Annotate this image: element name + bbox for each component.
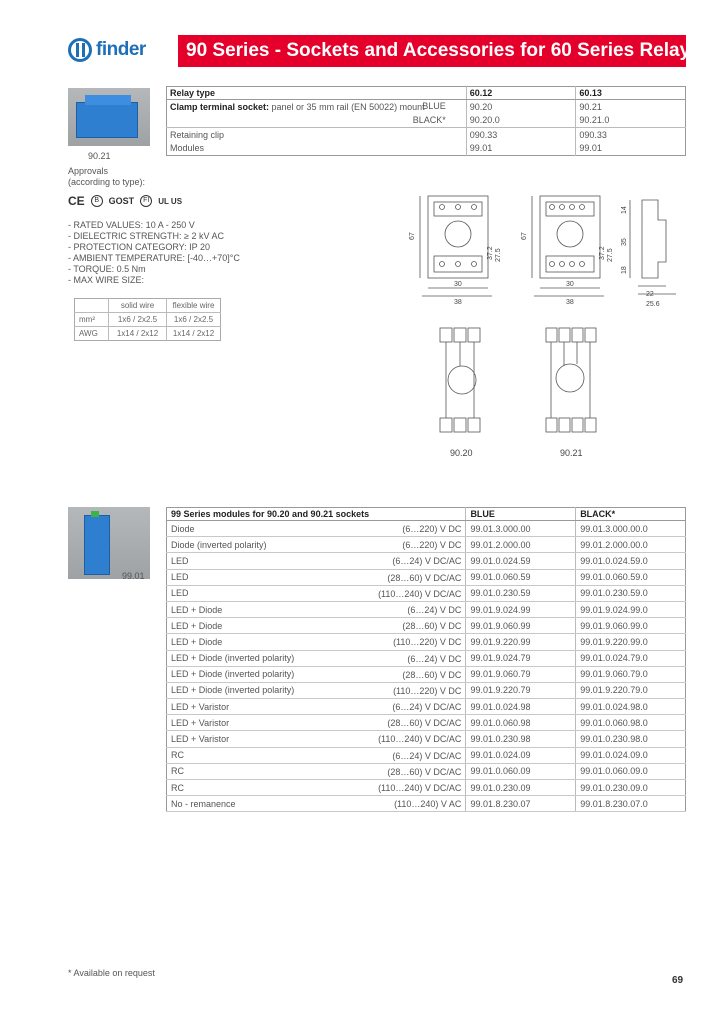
module-code-black: 99.01.0.024.59.0 [576, 553, 686, 569]
module-voltage-range: (6…24) V DC [407, 653, 462, 664]
module-code-black: 99.01.0.024.09.0 [576, 747, 686, 763]
module-voltage-range: (28…60) V DC/AC [387, 718, 462, 729]
relay-row-c2: 90.20.0 [466, 114, 576, 128]
module-type-cell [167, 585, 466, 601]
dim-275-right: 27.5 [607, 248, 614, 262]
table-row [167, 569, 686, 585]
row-label-bold: Clamp terminal socket: [170, 101, 270, 112]
socket-body-image [76, 102, 138, 138]
ul-mark-icon: UL US [158, 196, 183, 206]
module-code-black: 99.01.0.024.79.0 [576, 650, 686, 666]
table-row [75, 313, 221, 327]
module-type-cell [167, 699, 466, 715]
module-type-cell [167, 666, 466, 682]
page-number: 69 [672, 975, 684, 986]
module-name: LED + Diode (inverted polarity) [171, 653, 295, 664]
module-code-blue: 99.01.0.060.59 [466, 569, 576, 585]
approvals-line1: Approvals [68, 166, 109, 176]
spec-list [68, 220, 240, 286]
dim-275-left: 27.5 [495, 248, 502, 262]
module-name: LED + Varistor [171, 717, 230, 728]
module-type-cell [167, 715, 466, 731]
dim-14: 14 [621, 206, 628, 214]
dim-18: 18 [621, 266, 628, 274]
module-code-black: 99.01.9.220.79.0 [576, 682, 686, 698]
relay-row-c2: 99.01 [466, 142, 576, 156]
module-code-blue: 99.01.0.230.98 [466, 731, 576, 747]
wire-cell: 1x6 / 2x2.5 [109, 313, 167, 327]
wire-cell: 1x14 / 2x12 [172, 329, 215, 338]
module-voltage-range: (28…60) V DC [402, 669, 462, 680]
module-name: RC [171, 766, 184, 777]
module-voltage-range: (110…240) V DC/AC [378, 734, 462, 745]
drawing-side-view [630, 200, 676, 294]
modules-table-header [167, 508, 686, 521]
technical-drawings [400, 190, 700, 462]
dim-67-left: 67 [409, 232, 416, 240]
dim-30-right: 30 [566, 281, 574, 288]
wire-cell: solid wire [109, 299, 167, 313]
module-code-black: 99.01.0.060.09.0 [576, 763, 686, 779]
module-photo [68, 507, 150, 579]
row-label-suffix: BLACK* [412, 115, 446, 126]
dim-35: 35 [621, 238, 628, 246]
wire-cell: mm² [75, 313, 109, 327]
module-name: LED [171, 572, 189, 583]
module-code-black: 99.01.9.060.79.0 [576, 666, 686, 682]
module-name: Diode [171, 523, 195, 534]
table-row [167, 747, 686, 763]
module-code-black: 99.01.0.060.59.0 [576, 569, 686, 585]
footnote: * Available on request [68, 968, 155, 978]
module-code-black: 99.01.0.024.98.0 [576, 699, 686, 715]
module-code-blue: 99.01.9.060.99 [466, 618, 576, 634]
module-code-blue: 99.01.9.024.99 [466, 601, 576, 617]
module-name: LED + Diode [171, 636, 223, 647]
module-code-blue: 99.01.0.230.09 [466, 780, 576, 796]
module-code-blue: 99.01.0.024.09 [466, 747, 576, 763]
module-code-black: 99.01.8.230.07.0 [576, 796, 686, 812]
relay-row-label [167, 100, 467, 114]
relay-table-head-label: Relay type [167, 87, 467, 100]
module-code-black: 99.01.9.060.99.0 [576, 618, 686, 634]
module-type-cell [167, 537, 466, 553]
modules-head-black: BLACK* [576, 508, 686, 521]
modules-head-blue: BLUE [466, 508, 576, 521]
relay-row-c3: 90.21.0 [579, 115, 610, 126]
table-row [167, 682, 686, 698]
module-type-cell [167, 618, 466, 634]
b-mark-icon: B [91, 195, 103, 207]
approvals-line2: (according to type): [68, 177, 146, 187]
module-type-cell [167, 634, 466, 650]
relay-table-header [167, 87, 686, 100]
row-label-suffix: BLUE [422, 101, 446, 111]
module-code-black: 99.01.0.230.09.0 [576, 780, 686, 796]
spec-item: - AMBIENT TEMPERATURE: [-40…+70]°C [68, 253, 240, 263]
module-name: LED + Diode [171, 604, 223, 615]
modules-table [166, 507, 686, 812]
module-voltage-range: (110…220) V DC [393, 685, 462, 696]
relay-row-c3: 090.33 [576, 128, 686, 142]
module-body-image [84, 515, 110, 575]
module-name: RC [171, 750, 184, 761]
module-type-cell [167, 747, 466, 763]
module-voltage-range: (6…24) V DC/AC [392, 750, 462, 761]
table-row [167, 553, 686, 569]
module-code-black: 99.01.2.000.00.0 [576, 537, 686, 553]
module-led-image [91, 511, 99, 517]
module-voltage-range: (6…24) V DC/AC [392, 556, 462, 567]
module-code-black: 99.01.3.000.00.0 [576, 521, 686, 537]
spec-item: - MAX WIRE SIZE: [68, 275, 145, 285]
module-voltage-range: (110…220) V DC [393, 637, 462, 648]
table-row [167, 780, 686, 796]
module-name: RC [171, 782, 184, 793]
module-voltage-range: (28…60) V DC/AC [387, 572, 462, 583]
module-code-blue: 99.01.0.060.98 [466, 715, 576, 731]
module-code-blue: 99.01.2.000.00 [466, 537, 576, 553]
module-voltage-range: (110…240) V DC/AC [378, 783, 462, 793]
table-row [167, 715, 686, 731]
module-type-cell [167, 731, 466, 747]
table-row [167, 114, 686, 128]
module-code-blue: 99.01.9.024.79 [466, 650, 576, 666]
relay-row-c2: 90.20 [466, 100, 576, 114]
table-row [167, 585, 686, 601]
table-row [167, 650, 686, 666]
module-name: LED + Varistor [171, 734, 230, 745]
relay-table-head-6013: 60.13 [576, 87, 686, 100]
dim-372-left: 37.2 [487, 246, 494, 260]
module-code-black: 99.01.9.024.99.0 [576, 601, 686, 617]
wire-cell: flexible wire [167, 299, 221, 313]
dim-30-left: 30 [454, 281, 462, 288]
table-row [167, 796, 686, 812]
relay-row-c2: 090.33 [466, 128, 576, 142]
fi-mark-icon: FI [140, 195, 152, 207]
wire-cell: 1x6 / 2x2.5 [167, 313, 221, 327]
relay-row-label [167, 114, 467, 128]
module-voltage-range: (110…240) V AC [394, 799, 462, 810]
dim-38-left: 38 [454, 299, 462, 306]
module-code-blue: 99.01.8.230.07 [466, 796, 576, 812]
module-name: LED + Diode (inverted polarity) [171, 685, 295, 696]
module-name: LED + Varistor [171, 701, 230, 712]
relay-table-head-6012: 60.12 [466, 87, 576, 100]
spec-item: - RATED VALUES: 10 A - 250 V [68, 220, 195, 230]
certification-marks [68, 194, 182, 208]
table-row [75, 299, 221, 313]
relay-type-table [166, 86, 686, 156]
module-name: No - remanence [171, 798, 236, 809]
wiring-diagram-9021 [546, 328, 596, 432]
module-voltage-range: (6…24) V DC [407, 604, 462, 615]
dim-22: 22 [646, 291, 654, 298]
dim-372-right: 37.2 [599, 246, 606, 260]
relay-row-label: Retaining clip [167, 128, 467, 142]
relay-row-c3: 99.01 [579, 143, 602, 154]
module-name: LED + Diode (inverted polarity) [171, 669, 295, 680]
wire-cell: AWG [75, 327, 109, 341]
ce-mark-icon: CE [68, 194, 85, 208]
module-code-blue: 99.01.0.024.98 [466, 699, 576, 715]
finder-logo-icon [68, 38, 92, 62]
module-name: LED [171, 555, 189, 566]
module-type-cell [167, 796, 466, 812]
module-voltage-range: (110…240) V DC/AC [378, 588, 462, 599]
table-row [75, 327, 221, 341]
relay-row-label: Modules [167, 142, 467, 156]
module-code-blue: 99.01.9.220.99 [466, 634, 576, 650]
module-caption: 99.01 [122, 571, 145, 581]
wire-cell [75, 299, 109, 313]
approvals-label [68, 166, 168, 188]
table-row [167, 521, 686, 537]
wire-size-table [74, 298, 221, 341]
spec-item: - DIELECTRIC STRENGTH: ≥ 2 kV AC [68, 231, 224, 241]
module-code-black: 99.01.0.230.59.0 [576, 585, 686, 601]
table-row [167, 666, 686, 682]
table-row [167, 731, 686, 747]
table-row [167, 763, 686, 779]
wiring-label-9021: 90.21 [560, 448, 583, 458]
table-row [167, 128, 686, 142]
module-code-blue: 99.01.9.220.79 [466, 682, 576, 698]
logo-text: finder [96, 39, 146, 60]
spec-item: - PROTECTION CATEGORY: IP 20 [68, 242, 211, 252]
wiring-diagram-9020 [440, 328, 480, 432]
module-code-blue: 99.01.0.230.59 [466, 585, 576, 601]
module-voltage-range: (28…60) V DC/AC [387, 766, 462, 777]
module-voltage-range: (6…220) V DC [402, 540, 462, 551]
table-row [167, 537, 686, 553]
gost-mark-icon: GOST [108, 196, 135, 206]
table-row [167, 699, 686, 715]
socket-caption: 90.21 [88, 151, 111, 161]
module-name: LED [171, 588, 189, 599]
module-code-black: 99.01.0.230.98.0 [576, 731, 686, 747]
dim-67-right: 67 [521, 232, 528, 240]
module-type-cell [167, 601, 466, 617]
module-name: Diode (inverted polarity) [171, 539, 267, 550]
socket-photo [68, 88, 150, 146]
relay-row-c3: 90.21 [579, 101, 602, 112]
module-type-cell [167, 682, 466, 698]
wire-cell: 1x14 / 2x12 [109, 327, 167, 341]
module-type-cell [167, 521, 466, 537]
module-code-blue: 99.01.3.000.00 [466, 521, 576, 537]
module-type-cell [167, 650, 466, 666]
dim-256: 25.6 [646, 301, 660, 308]
table-row [167, 634, 686, 650]
table-row [167, 618, 686, 634]
modules-table-body [167, 521, 686, 812]
module-name: LED + Diode [171, 620, 223, 631]
row-label-text: panel or 35 mm rail (EN 50022) mount [269, 101, 425, 112]
module-code-black: 99.01.0.060.98.0 [576, 715, 686, 731]
module-type-cell [167, 763, 466, 779]
module-voltage-range: (6…220) V DC [402, 524, 462, 534]
module-type-cell [167, 780, 466, 796]
module-code-blue: 99.01.0.060.09 [466, 763, 576, 779]
module-type-cell [167, 569, 466, 585]
module-code-blue: 99.01.0.024.59 [466, 553, 576, 569]
module-type-cell [167, 553, 466, 569]
modules-head-label: 99 Series modules for 90.20 and 90.21 sockets [167, 508, 466, 521]
dim-38-right: 38 [566, 299, 574, 306]
table-row [167, 142, 686, 156]
module-code-black: 99.01.9.220.99.0 [576, 634, 686, 650]
module-voltage-range: (28…60) V DC [402, 621, 462, 632]
module-code-blue: 99.01.9.060.79 [466, 666, 576, 682]
finder-logo [68, 38, 146, 62]
module-voltage-range: (6…24) V DC/AC [392, 702, 462, 713]
spec-item: - TORQUE: 0.5 Nm [68, 264, 146, 274]
table-row [167, 100, 686, 114]
wiring-label-9020: 90.20 [450, 448, 473, 458]
table-row [167, 601, 686, 617]
page-title: 90 Series - Sockets and Accessories for 60 Series Relays [178, 35, 686, 67]
